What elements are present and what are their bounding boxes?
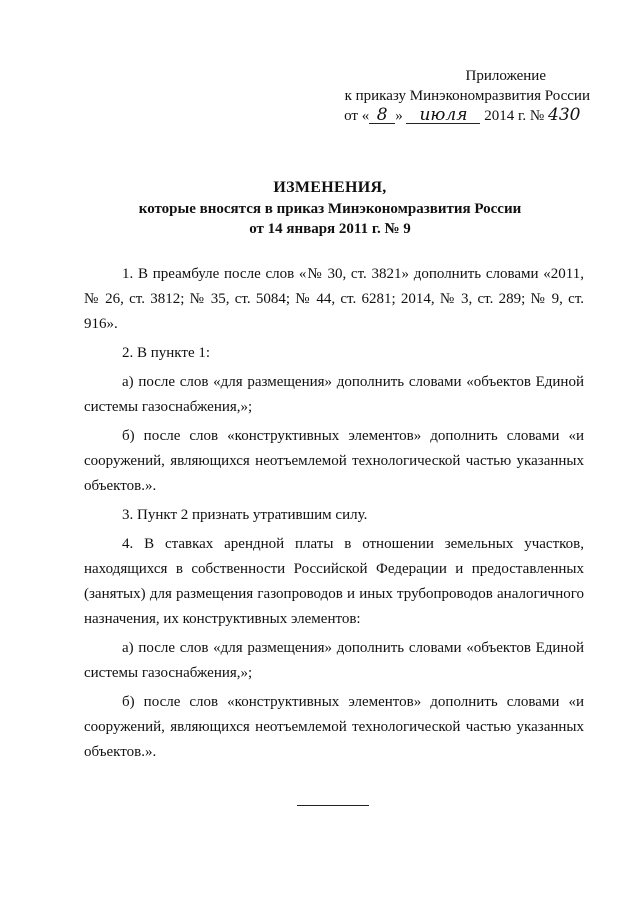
document-subtitle: которые вносятся в приказ Минэкономразвития России: [138, 201, 522, 217]
handwritten-order-number: 430: [548, 105, 581, 125]
year-text: 2014 г. №: [484, 108, 545, 124]
document-date-line: от 14 января 2011 г. № 9: [249, 221, 411, 237]
date-mid: »: [395, 108, 403, 124]
handwritten-day: 8: [369, 107, 395, 124]
paragraph-4b: б) после слов «конструктивных элементов» дополнить словами «и сооружений, являющихся неотъемлемой технологической частью указанных объектов.».: [84, 694, 584, 760]
paragraph-4: 4. В ставках арендной платы в отношении земельных участков, находящихся в собственности Российской Федерации и предоставленных (занятых) для размещения газопроводов и иных трубопроводов аналогичного назначения, их конструктивных элементов:: [84, 536, 584, 627]
document-body: [84, 262, 584, 769]
paragraph-2a: а) после слов «для размещения» дополнить словами «объектов Единой системы газоснабжения,»;: [84, 374, 584, 415]
handwritten-month: июля: [406, 107, 480, 124]
appendix-label: Приложение: [465, 68, 546, 84]
end-divider-line: [297, 805, 369, 806]
appendix-block: [300, 66, 590, 126]
paragraph-2b: б) после слов «конструктивных элементов» дополнить словами «и сооружений, являющихся неотъемлемой технологической частью указанных объектов.».: [84, 428, 584, 494]
paragraph-3: 3. Пункт 2 признать утратившим силу.: [122, 507, 368, 523]
date-prefix: от «: [344, 108, 370, 124]
paragraph-1: 1. В преамбуле после слов «№ 30, ст. 3821» дополнить словами «2011, № 26, ст. 3812; № 35, ст. 5084; № 44, ст. 6281; 2014, № 3, ст. 289; № 9, ст. 916».: [84, 266, 584, 332]
paragraph-2: 2. В пункте 1:: [122, 345, 211, 361]
document-heading: [60, 177, 600, 239]
appendix-date-line: [300, 106, 590, 126]
paragraph-4a: а) после слов «для размещения» дополнить словами «объектов Единой системы газоснабжения,»;: [84, 640, 584, 681]
document-title: ИЗМЕНЕНИЯ,: [273, 179, 387, 196]
appendix-order-ref: к приказу Минэкономразвития России: [344, 88, 590, 104]
